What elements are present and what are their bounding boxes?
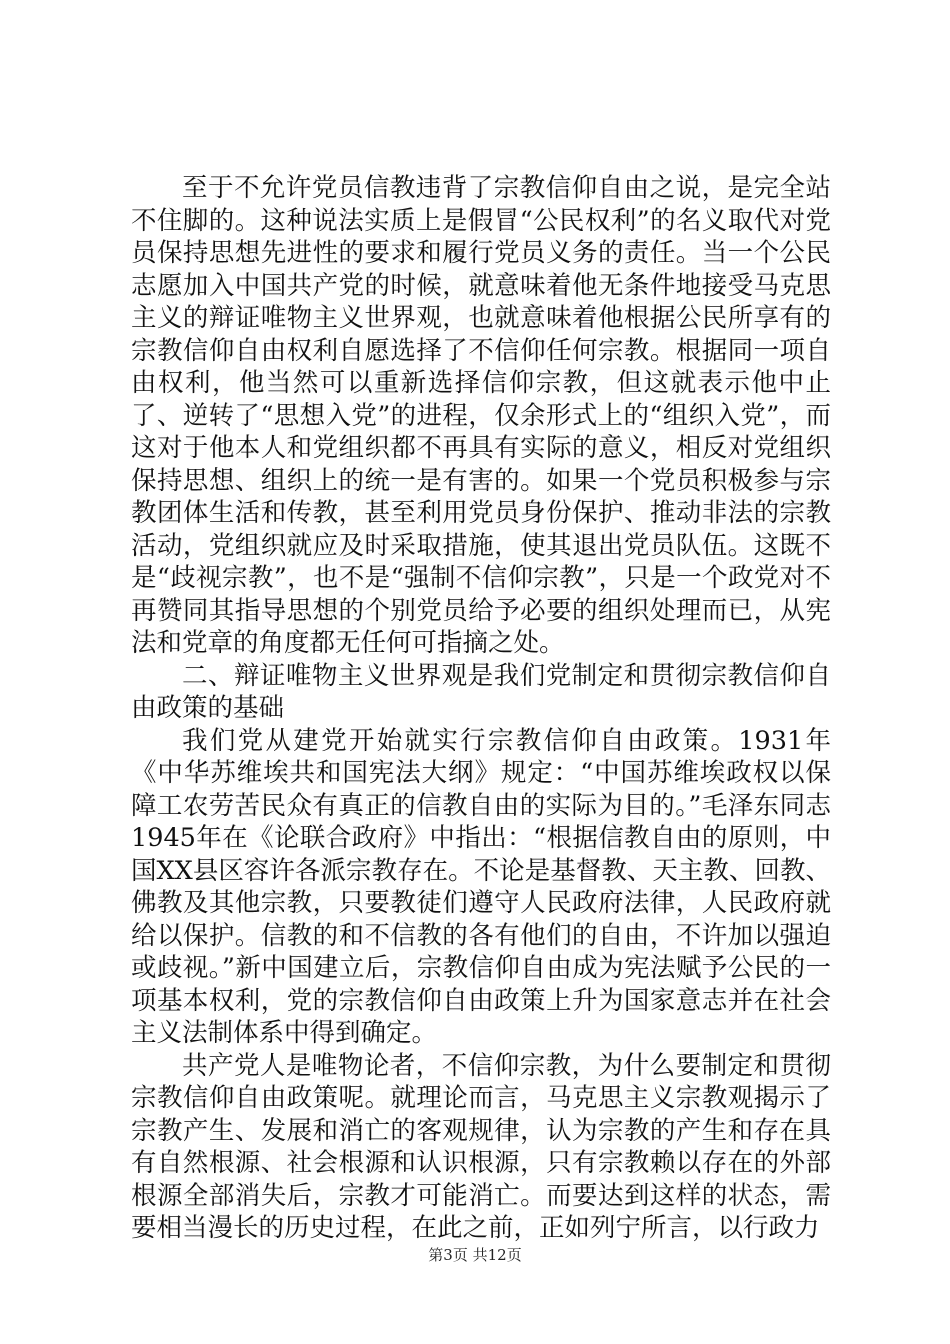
- section-heading: 二、辩证唯物主义世界观是我们党制定和贯彻宗教信仰自由政策的基础: [131, 660, 831, 723]
- page-number-footer: 第3页 共12页: [428, 1246, 522, 1264]
- document-body: [131, 172, 831, 1245]
- paragraph-2: 我们党从建党开始就实行宗教信仰自由政策。1931年《中华苏维埃共和国宪法大纲》规定：“中国苏维埃政权以保障工农劳苦民众有真正的信教自由的实际为目的。”毛泽东同志1945年在《论联合政府》中指出：“根据信教自由的原则，中国XX县区容许各派宗教存在。不论是基督教、天主教、回教、佛教及其他宗教，只要教徒们遵守人民政府法律，人民政府就给以保护。信教的和不信教的各有他们的自由，不许加以强迫或歧视。”新中国建立后，宗教信仰自由成为宪法赋予公民的一项基本权利，党的宗教信仰自由政策上升为国家意志并在社会主义法制体系中得到确定。: [131, 725, 831, 1048]
- paragraph-1: 至于不允许党员信教违背了宗教信仰自由之说，是完全站不住脚的。这种说法实质上是假冒“公民权利”的名义取代对党员保持思想先进性的要求和履行党员义务的责任。当一个公民志愿加入中国共产党的时候，就意味着他无条件地接受马克思主义的辩证唯物主义世界观，也就意味着他根据公民所享有的宗教信仰自由权利自愿选择了不信仰任何宗教。根据同一项自由权利，他当然可以重新选择信仰宗教，但这就表示他中止了、逆转了“思想入党”的进程，仅余形式上的“组织入党”，而这对于他本人和党组织都不再具有实际的意义，相反对党组织保持思想、组织上的统一是有害的。如果一个党员积极参与宗教团体生活和传教，甚至利用党员身份保护、推动非法的宗教活动，党组织就应及时采取措施，使其退出党员队伍。这既不是“歧视宗教”，也不是“强制不信仰宗教”，只是一个政党对不再赞同其指导思想的个别党员给予必要的组织处理而已，从宪法和党章的角度都无任何可指摘之处。: [131, 173, 831, 658]
- paragraph-3: 共产党人是唯物论者，不信仰宗教，为什么要制定和贯彻宗教信仰自由政策呢。就理论而言，马克思主义宗教观揭示了宗教产生、发展和消亡的客观规律，认为宗教的产生和存在具有自然根源、社会根源和认识根源，只有宗教赖以存在的外部根源全部消失后，宗教才可能消亡。而要达到这样的状态，需要相当漫长的历史过程，在此之前，正如列宁所言，以行政力: [131, 1050, 831, 1243]
